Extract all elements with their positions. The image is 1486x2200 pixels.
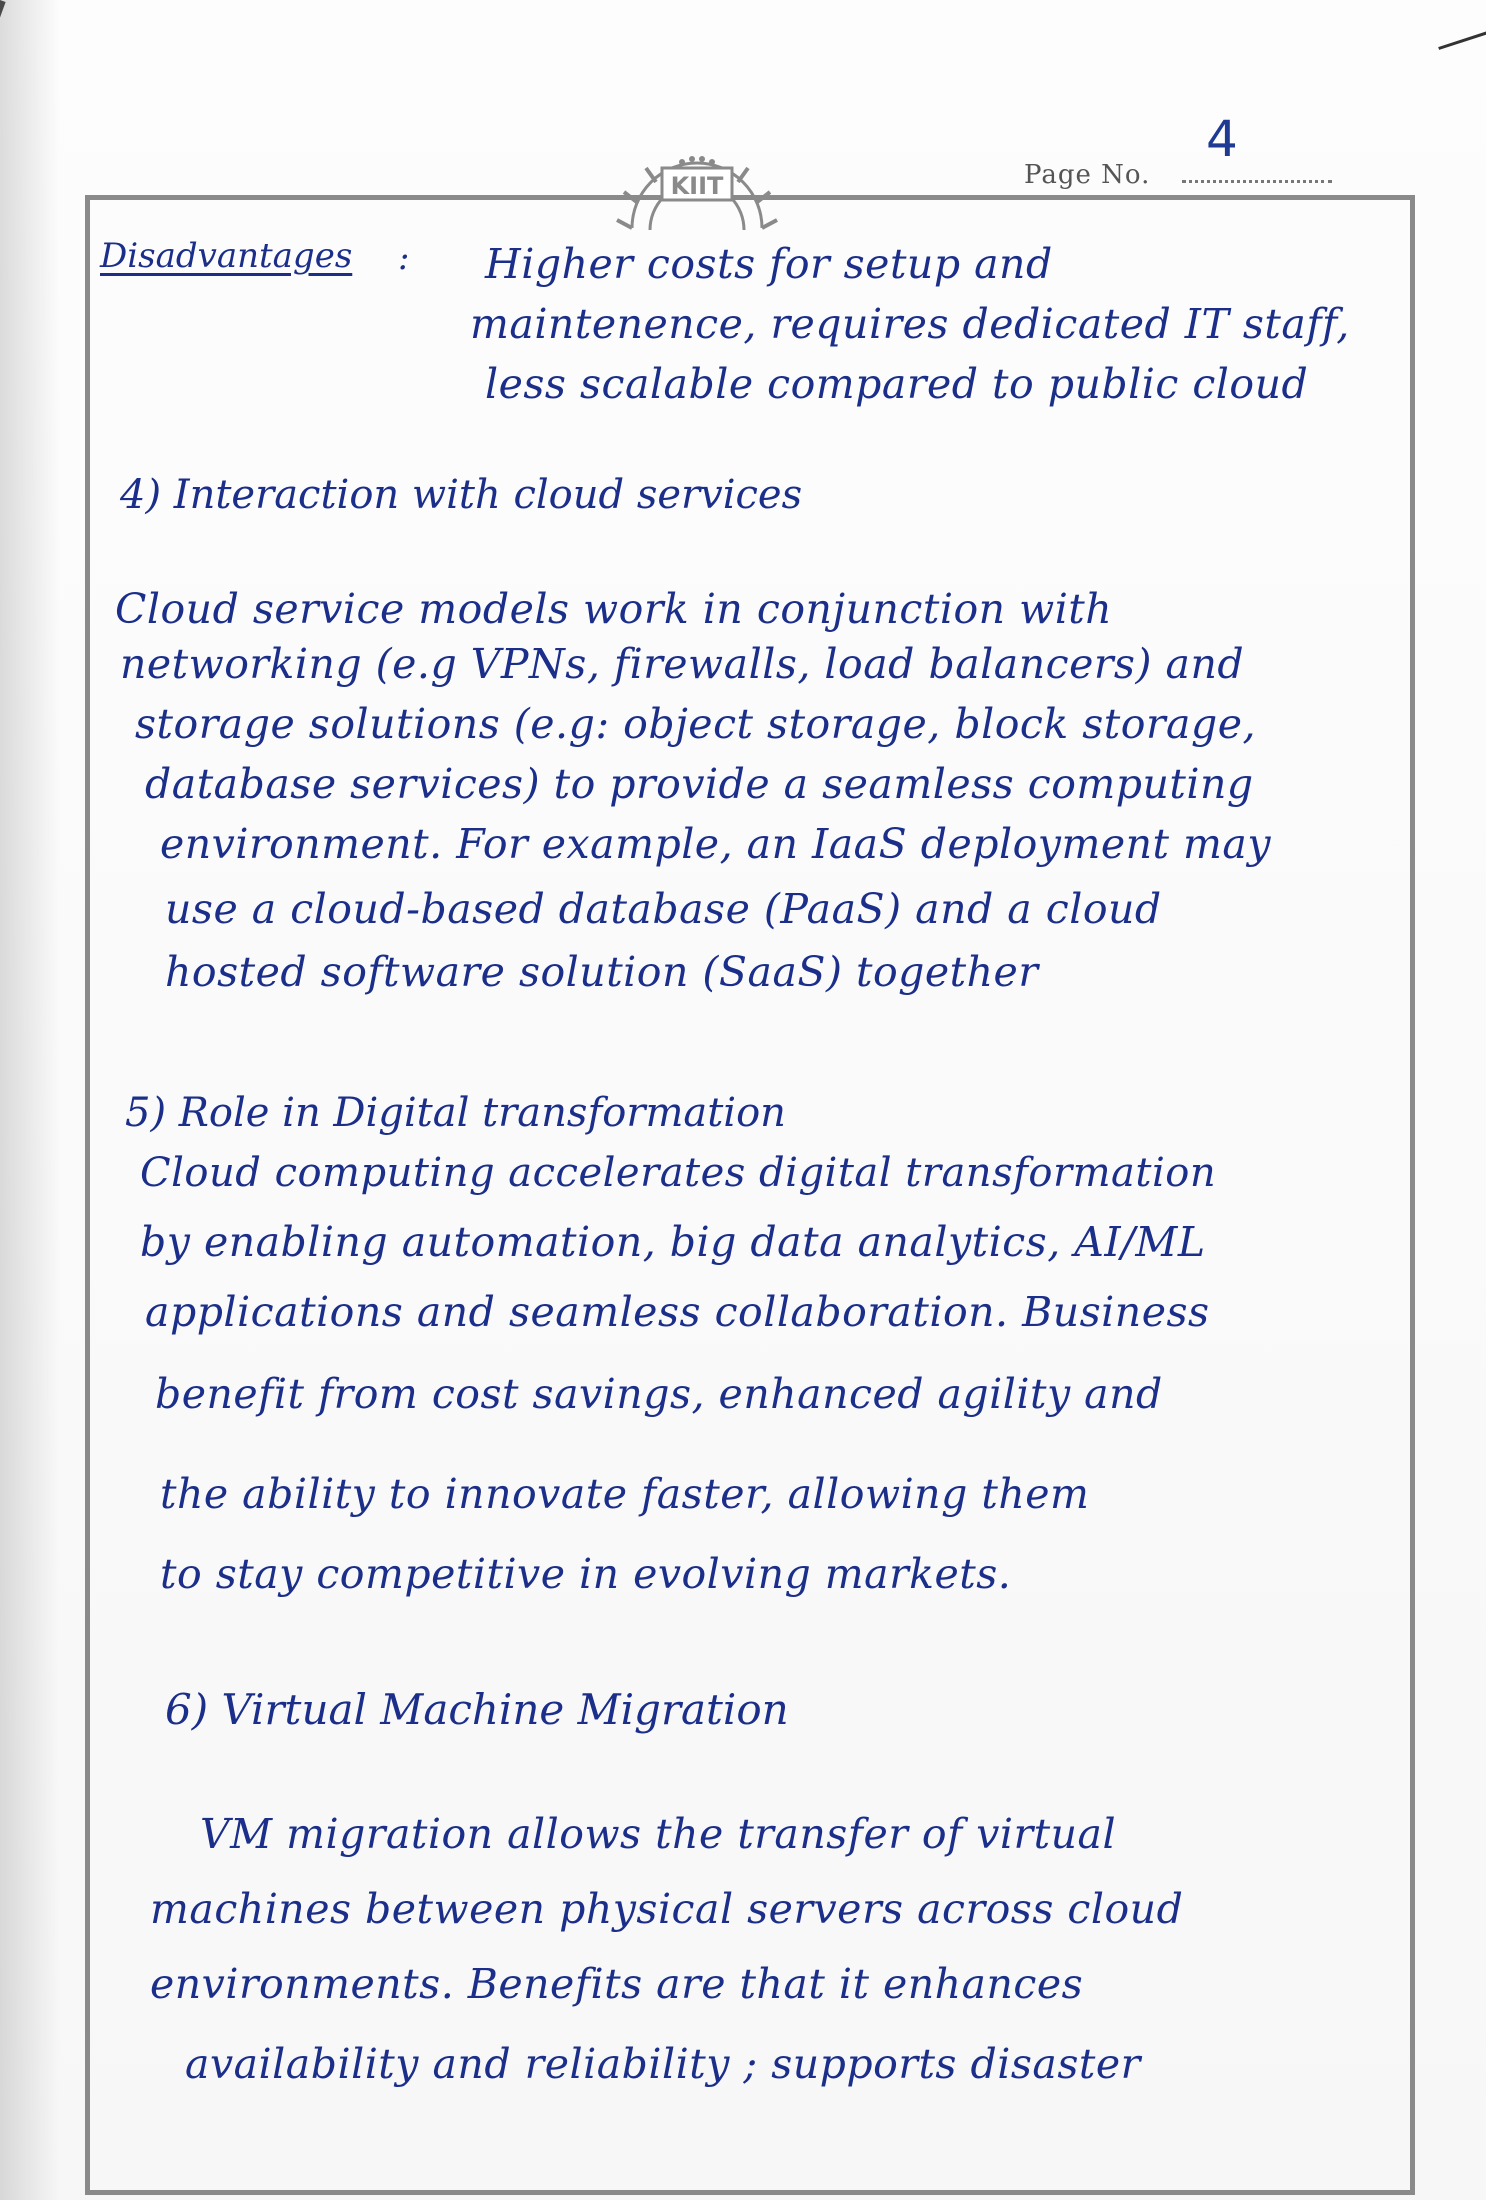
page-number-dotted-line: [1182, 180, 1332, 183]
section-4-line-7: hosted software solution (SaaS) together: [165, 948, 1039, 996]
section-5-line-1: Cloud computing accelerates digital transformation: [140, 1150, 1217, 1196]
section-6-line-2: machines between physical servers across cloud: [150, 1885, 1184, 1933]
section-4-title: 4) Interaction with cloud services: [120, 472, 803, 518]
section-4-line-3: storage solutions (e.g: object storage, block storage,: [135, 700, 1257, 748]
section-6-line-1: VM migration allows the transfer of virtual: [200, 1810, 1117, 1858]
section-4-line-4: database services) to provide a seamless computing: [145, 760, 1254, 808]
section-6-title: 6) Virtual Machine Migration: [165, 1685, 789, 1734]
section-5-line-3: applications and seamless collaboration. Business: [145, 1288, 1210, 1336]
section-4-line-2: networking (e.g VPNs, firewalls, load balancers) and: [120, 640, 1245, 688]
section-6-line-4: availability and reliability ; supports disaster: [185, 2040, 1141, 2088]
section-5-line-6: to stay competitive in evolving markets.: [160, 1550, 1012, 1598]
disadvantages-label: Disadvantages: [100, 236, 353, 276]
page-number-label: Page No.: [1024, 160, 1151, 190]
section-4-line-5: environment. For example, an IaaS deployment may: [160, 820, 1271, 868]
corner-pen-mark: [1429, 0, 1486, 50]
section-5-line-4: benefit from cost savings, enhanced agility and: [155, 1370, 1163, 1418]
page-number-value: 4: [1206, 110, 1238, 168]
section-6-line-3: environments. Benefits are that it enhances: [150, 1960, 1084, 2008]
section-5-line-5: the ability to innovate faster, allowing them: [160, 1470, 1090, 1518]
disadvantages-line-2: maintenence, requires dedicated IT staff,: [470, 300, 1350, 348]
disadvantages-line-3: less scalable compared to public cloud: [485, 360, 1309, 408]
disadvantages-line-1: Higher costs for setup and: [485, 240, 1053, 288]
disadvantages-separator: :: [398, 238, 410, 278]
section-4-line-1: Cloud service models work in conjunction with: [115, 585, 1113, 633]
section-5-title: 5) Role in Digital transformation: [125, 1090, 786, 1136]
page-fold-shadow: [0, 0, 60, 2200]
section-5-line-2: by enabling automation, big data analytics, AI/ML: [140, 1218, 1206, 1266]
logo-text: KIIT: [670, 172, 724, 200]
section-4-line-6: use a cloud-based database (PaaS) and a cloud: [165, 885, 1162, 933]
